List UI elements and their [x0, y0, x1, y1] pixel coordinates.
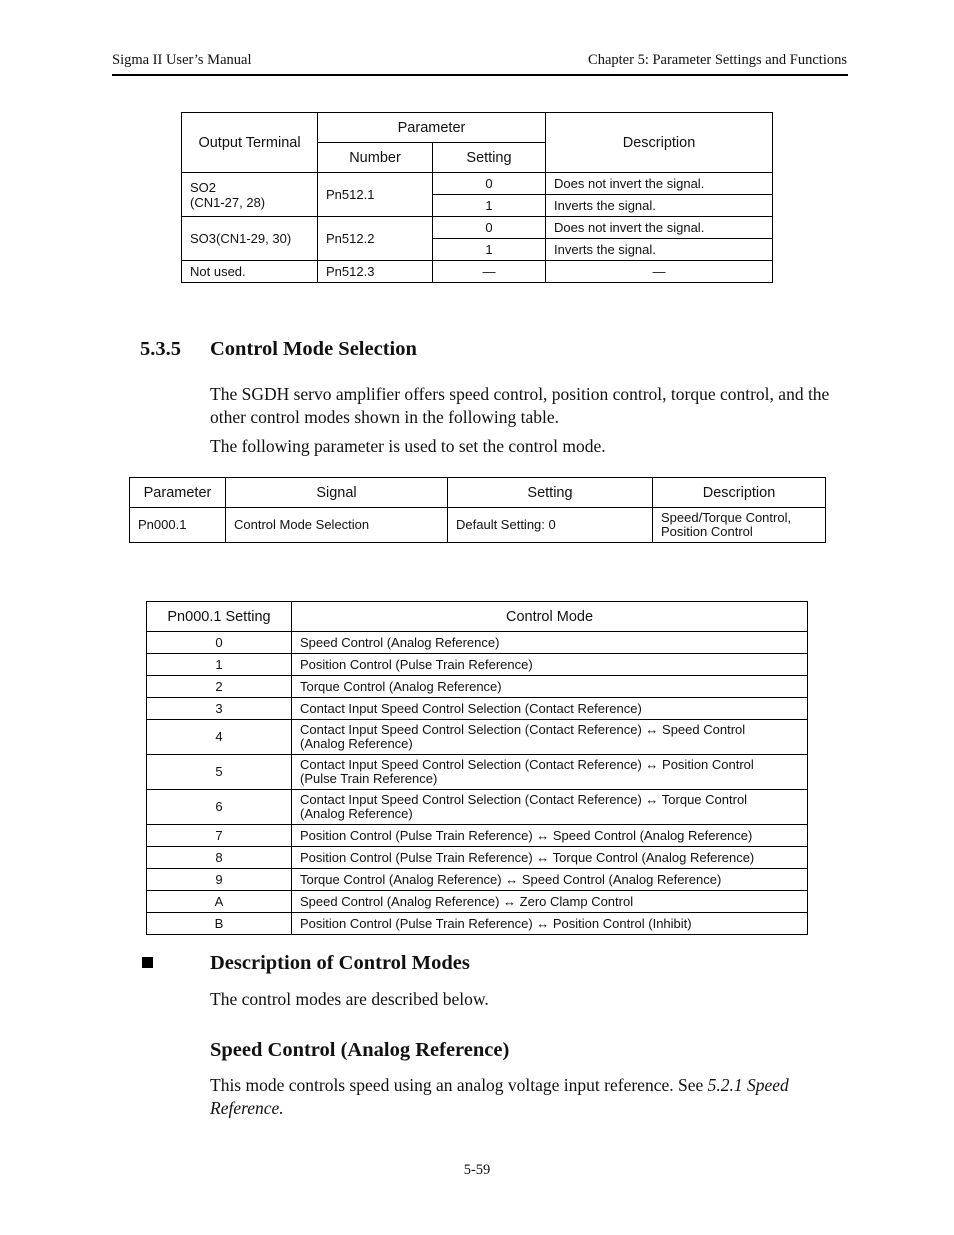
control-mode-cell — [292, 632, 808, 654]
setting-cell: 2 — [147, 676, 292, 698]
setting-cell: 1 — [147, 654, 292, 676]
mode-line: Position Control (Pulse Train Reference) ↔ Position Control (Inhibit) — [300, 915, 692, 931]
description-line: Position Control — [661, 524, 753, 539]
header-description: Description — [653, 478, 826, 508]
mode-line: Contact Input Speed Control Selection (Contact Reference) ↔ Speed Control — [300, 722, 746, 737]
cross-reference-link[interactable]: 5.2.1 Speed Reference. — [210, 1075, 789, 1118]
control-mode-cell — [292, 755, 808, 790]
header-number: Number — [318, 143, 433, 173]
setting-cell: 7 — [147, 825, 292, 847]
section-title: Control Mode Selection — [210, 338, 417, 360]
subsection-title: Description of Control Modes — [210, 952, 470, 974]
header-parameter: Parameter — [318, 113, 546, 143]
control-mode-cell — [292, 676, 808, 698]
header-parameter: Parameter — [130, 478, 226, 508]
setting-cell: 1 — [433, 195, 546, 217]
setting-cell: B — [147, 913, 292, 935]
header-setting: Pn000.1 Setting — [147, 602, 292, 632]
table-row — [147, 698, 808, 720]
setting-cell: 9 — [147, 869, 292, 891]
terminal-line: SO2 — [190, 179, 217, 195]
number-cell: Pn512.2 — [318, 217, 433, 261]
mode-line: Position Control (Pulse Train Reference) ↔ Speed Control (Analog Reference) — [300, 827, 753, 843]
intro-paragraph: The SGDH servo amplifier offers speed control, position control, torque control, and the other control modes shown in the following table. — [210, 384, 830, 427]
control-mode-cell — [292, 891, 808, 913]
mode-line: (Analog Reference) — [300, 736, 413, 751]
mode-line: (Pulse Train Reference) — [300, 771, 438, 786]
running-header-chapter: Chapter 5: Parameter Settings and Functions — [588, 52, 847, 68]
setting-cell: 0 — [433, 217, 546, 239]
paragraph-text: This mode controls speed using an analog voltage input reference. See — [210, 1075, 708, 1095]
table-row — [182, 217, 773, 239]
control-mode-rows — [147, 632, 808, 935]
setting-cell: — — [433, 261, 546, 283]
mode-line: Torque Control (Analog Reference) ↔ Speed Control (Analog Reference) — [300, 871, 722, 887]
header-signal: Signal — [226, 478, 448, 508]
setting-cell: 6 — [147, 790, 292, 825]
control-mode-cell — [292, 869, 808, 891]
setting-cell: 3 — [147, 698, 292, 720]
setting-cell: 1 — [433, 239, 546, 261]
control-mode-cell — [292, 790, 808, 825]
page-number: 5-59 — [463, 1162, 491, 1178]
table-row — [147, 869, 808, 891]
setting-cell: 8 — [147, 847, 292, 869]
control-mode-cell — [292, 654, 808, 676]
description-cell — [653, 508, 826, 543]
control-mode-cell — [292, 720, 808, 755]
control-mode-cell — [292, 698, 808, 720]
control-mode-cell — [292, 913, 808, 935]
header-output-terminal: Output Terminal — [182, 113, 318, 173]
setting-cell: 0 — [147, 632, 292, 654]
parameter-table — [129, 477, 826, 543]
description-cell: Inverts the signal. — [546, 195, 773, 217]
section-number: 5.3.5 — [140, 338, 181, 360]
table-row — [147, 891, 808, 913]
mode-line: (Analog Reference) — [300, 806, 413, 821]
description-cell: Does not invert the signal. — [546, 173, 773, 195]
square-bullet-icon — [142, 957, 153, 968]
table-row — [147, 825, 808, 847]
header-setting: Setting — [433, 143, 546, 173]
output-terminal-table — [181, 112, 773, 283]
number-cell: Pn512.3 — [318, 261, 433, 283]
table-row — [147, 847, 808, 869]
setting-cell: 5 — [147, 755, 292, 790]
setting-cell: Default Setting: 0 — [448, 508, 653, 543]
signal-cell: Control Mode Selection — [226, 508, 448, 543]
parameter-paragraph: The following parameter is used to set the control mode. — [210, 436, 606, 456]
control-mode-table — [146, 601, 808, 935]
mode-line: Speed Control (Analog Reference) — [300, 634, 500, 650]
table-row — [147, 755, 808, 790]
table-row — [182, 261, 773, 283]
mode-line: Position Control (Pulse Train Reference) ↔ Torque Control (Analog Reference) — [300, 849, 755, 865]
header-control-mode: Control Mode — [292, 602, 808, 632]
table-row — [130, 508, 826, 543]
description-paragraph: The control modes are described below. — [210, 989, 489, 1009]
table-row — [182, 173, 773, 195]
description-line: Speed/Torque Control, — [661, 510, 792, 525]
terminal-line: (CN1-27, 28) — [190, 194, 266, 210]
terminal-cell: Not used. — [182, 261, 318, 283]
setting-cell: 4 — [147, 720, 292, 755]
description-cell: Inverts the signal. — [546, 239, 773, 261]
setting-cell: A — [147, 891, 292, 913]
mode-line: Contact Input Speed Control Selection (Contact Reference) ↔ Torque Control — [300, 792, 748, 807]
mode-line: Torque Control (Analog Reference) — [300, 678, 502, 694]
mode-line: Position Control (Pulse Train Reference) — [300, 656, 533, 672]
speed-control-heading: Speed Control (Analog Reference) — [210, 1039, 510, 1061]
table-row — [147, 632, 808, 654]
description-cell: — — [546, 261, 773, 283]
table-row — [147, 720, 808, 755]
header-rule — [112, 74, 848, 76]
terminal-cell — [182, 173, 318, 217]
mode-line: Contact Input Speed Control Selection (Contact Reference) ↔ Position Control — [300, 757, 754, 772]
table-row — [147, 676, 808, 698]
mode-line: Contact Input Speed Control Selection (Contact Reference) — [300, 700, 642, 716]
description-cell: Does not invert the signal. — [546, 217, 773, 239]
number-cell: Pn512.1 — [318, 173, 433, 217]
running-header-title: Sigma II User’s Manual — [112, 52, 252, 68]
parameter-cell: Pn000.1 — [130, 508, 226, 543]
control-mode-cell — [292, 825, 808, 847]
header-description: Description — [546, 113, 773, 173]
control-mode-cell — [292, 847, 808, 869]
table-row — [147, 790, 808, 825]
table-row — [147, 654, 808, 676]
speed-control-paragraph — [210, 1074, 850, 1120]
terminal-cell: SO3(CN1-29, 30) — [182, 217, 318, 261]
mode-line: Speed Control (Analog Reference) ↔ Zero Clamp Control — [300, 893, 634, 909]
header-setting: Setting — [448, 478, 653, 508]
setting-cell: 0 — [433, 173, 546, 195]
table-row — [147, 913, 808, 935]
